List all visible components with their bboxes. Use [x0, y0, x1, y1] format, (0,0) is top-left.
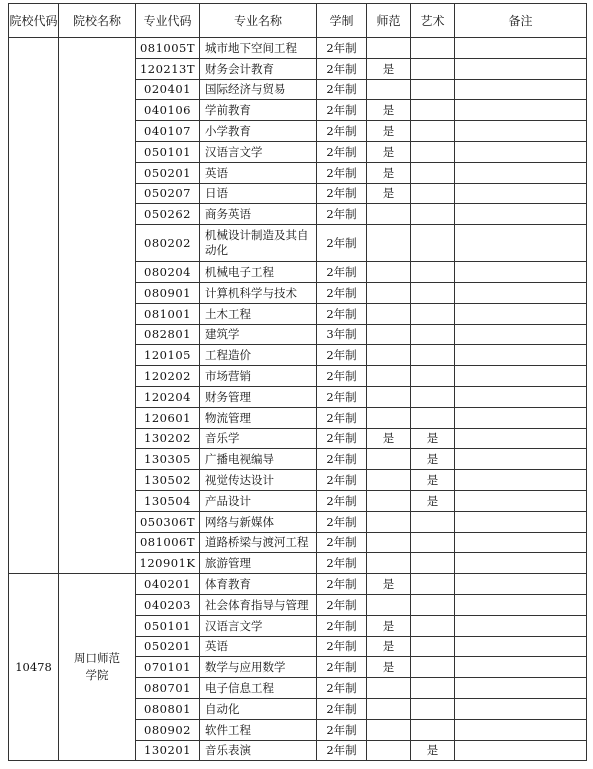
duration-cell: 2年制 — [317, 428, 367, 449]
duration-cell: 2年制 — [317, 553, 367, 574]
notes-cell — [455, 100, 587, 121]
school-code-cell — [9, 38, 59, 574]
art-flag-cell — [411, 574, 455, 595]
header-duration: 学制 — [317, 4, 367, 38]
major-name-cell: 市场营销 — [200, 366, 317, 387]
header-major-name: 专业名称 — [200, 4, 317, 38]
major-code-cell: 040203 — [136, 594, 200, 615]
art-flag-cell — [411, 162, 455, 183]
normal-flag-cell — [367, 594, 411, 615]
normal-flag-cell — [367, 407, 411, 428]
normal-flag-cell — [367, 719, 411, 740]
art-flag-cell — [411, 719, 455, 740]
normal-flag-cell — [367, 262, 411, 283]
duration-cell: 2年制 — [317, 636, 367, 657]
header-school-code: 院校代码 — [9, 4, 59, 38]
art-flag-cell — [411, 366, 455, 387]
major-name-cell: 财务管理 — [200, 386, 317, 407]
notes-cell — [455, 511, 587, 532]
normal-flag-cell — [367, 366, 411, 387]
duration-cell: 2年制 — [317, 345, 367, 366]
art-flag-cell — [411, 553, 455, 574]
major-name-cell: 数学与应用数学 — [200, 657, 317, 678]
normal-flag-cell — [367, 38, 411, 59]
art-flag-cell — [411, 58, 455, 79]
normal-flag-cell: 是 — [367, 162, 411, 183]
normal-flag-cell — [367, 303, 411, 324]
major-name-cell: 电子信息工程 — [200, 678, 317, 699]
normal-flag-cell — [367, 449, 411, 470]
duration-cell: 2年制 — [317, 615, 367, 636]
major-code-cell: 081001 — [136, 303, 200, 324]
major-code-cell: 120901K — [136, 553, 200, 574]
header-art: 艺术 — [411, 4, 455, 38]
major-name-cell: 机械设计制造及其自动化 — [200, 225, 317, 262]
duration-cell: 2年制 — [317, 719, 367, 740]
school-name-cell — [59, 38, 136, 574]
major-name-cell: 旅游管理 — [200, 553, 317, 574]
majors-table — [8, 3, 587, 761]
notes-cell — [455, 490, 587, 511]
major-name-cell: 网络与新媒体 — [200, 511, 317, 532]
major-code-cell: 130504 — [136, 490, 200, 511]
normal-flag-cell — [367, 740, 411, 761]
duration-cell: 2年制 — [317, 366, 367, 387]
school-name-text: 学院 — [85, 668, 109, 683]
header-normal: 师范 — [367, 4, 411, 38]
normal-flag-cell: 是 — [367, 574, 411, 595]
art-flag-cell — [411, 204, 455, 225]
normal-flag-cell: 是 — [367, 636, 411, 657]
art-flag-cell — [411, 678, 455, 699]
art-flag-cell — [411, 407, 455, 428]
notes-cell — [455, 225, 587, 262]
art-flag-cell — [411, 282, 455, 303]
duration-cell: 2年制 — [317, 490, 367, 511]
major-name-cell: 建筑学 — [200, 324, 317, 345]
notes-cell — [455, 38, 587, 59]
art-flag-cell — [411, 121, 455, 142]
major-name-cell: 机械电子工程 — [200, 262, 317, 283]
art-flag-cell: 是 — [411, 428, 455, 449]
notes-cell — [455, 324, 587, 345]
major-code-cell: 081006T — [136, 532, 200, 553]
duration-cell: 2年制 — [317, 511, 367, 532]
art-flag-cell — [411, 303, 455, 324]
major-code-cell: 050201 — [136, 162, 200, 183]
notes-cell — [455, 574, 587, 595]
normal-flag-cell — [367, 225, 411, 262]
major-name-cell: 工程造价 — [200, 345, 317, 366]
normal-flag-cell — [367, 204, 411, 225]
normal-flag-cell: 是 — [367, 121, 411, 142]
header-school-name: 院校名称 — [59, 4, 136, 38]
notes-cell — [455, 740, 587, 761]
normal-flag-cell: 是 — [367, 183, 411, 204]
duration-cell: 2年制 — [317, 657, 367, 678]
table-body — [9, 38, 587, 761]
major-name-cell: 道路桥梁与渡河工程 — [200, 532, 317, 553]
duration-cell: 2年制 — [317, 225, 367, 262]
art-flag-cell — [411, 183, 455, 204]
duration-cell: 2年制 — [317, 204, 367, 225]
normal-flag-cell — [367, 79, 411, 100]
art-flag-cell: 是 — [411, 470, 455, 491]
art-flag-cell: 是 — [411, 740, 455, 761]
major-name-cell: 财务会计教育 — [200, 58, 317, 79]
major-name-cell: 汉语言文学 — [200, 141, 317, 162]
major-name-cell: 汉语言文学 — [200, 615, 317, 636]
major-name-cell: 物流管理 — [200, 407, 317, 428]
major-name-cell: 英语 — [200, 162, 317, 183]
normal-flag-cell: 是 — [367, 657, 411, 678]
major-code-cell: 120213T — [136, 58, 200, 79]
duration-cell: 2年制 — [317, 262, 367, 283]
major-code-cell: 082801 — [136, 324, 200, 345]
major-code-cell: 050101 — [136, 615, 200, 636]
art-flag-cell: 是 — [411, 490, 455, 511]
major-code-cell: 120204 — [136, 386, 200, 407]
notes-cell — [455, 162, 587, 183]
school-name-cell — [59, 574, 136, 761]
notes-cell — [455, 449, 587, 470]
major-code-cell: 130502 — [136, 470, 200, 491]
normal-flag-cell — [367, 345, 411, 366]
header-notes: 备注 — [455, 4, 587, 38]
art-flag-cell — [411, 100, 455, 121]
major-code-cell: 080701 — [136, 678, 200, 699]
normal-flag-cell — [367, 490, 411, 511]
notes-cell — [455, 428, 587, 449]
major-code-cell: 040106 — [136, 100, 200, 121]
major-code-cell: 050207 — [136, 183, 200, 204]
major-code-cell: 050201 — [136, 636, 200, 657]
art-flag-cell — [411, 511, 455, 532]
duration-cell: 2年制 — [317, 594, 367, 615]
notes-cell — [455, 121, 587, 142]
major-code-cell: 080204 — [136, 262, 200, 283]
major-code-cell: 130202 — [136, 428, 200, 449]
major-name-cell: 商务英语 — [200, 204, 317, 225]
art-flag-cell — [411, 532, 455, 553]
art-flag-cell — [411, 79, 455, 100]
major-code-cell: 050306T — [136, 511, 200, 532]
notes-cell — [455, 657, 587, 678]
major-code-cell: 120601 — [136, 407, 200, 428]
art-flag-cell — [411, 38, 455, 59]
header-major-code: 专业代码 — [136, 4, 200, 38]
major-name-cell: 英语 — [200, 636, 317, 657]
duration-cell: 2年制 — [317, 162, 367, 183]
art-flag-cell: 是 — [411, 449, 455, 470]
notes-cell — [455, 594, 587, 615]
notes-cell — [455, 141, 587, 162]
major-name-cell: 音乐表演 — [200, 740, 317, 761]
normal-flag-cell — [367, 282, 411, 303]
normal-flag-cell: 是 — [367, 428, 411, 449]
duration-cell: 2年制 — [317, 282, 367, 303]
major-code-cell: 080202 — [136, 225, 200, 262]
art-flag-cell — [411, 615, 455, 636]
duration-cell: 2年制 — [317, 532, 367, 553]
normal-flag-cell — [367, 698, 411, 719]
major-code-cell: 050262 — [136, 204, 200, 225]
major-name-cell: 城市地下空间工程 — [200, 38, 317, 59]
normal-flag-cell: 是 — [367, 58, 411, 79]
major-name-cell: 广播电视编导 — [200, 449, 317, 470]
notes-cell — [455, 636, 587, 657]
art-flag-cell — [411, 262, 455, 283]
major-code-cell: 080901 — [136, 282, 200, 303]
art-flag-cell — [411, 594, 455, 615]
major-name-cell: 体育教育 — [200, 574, 317, 595]
major-name-cell: 计算机科学与技术 — [200, 282, 317, 303]
major-name-cell: 视觉传达设计 — [200, 470, 317, 491]
notes-cell — [455, 204, 587, 225]
major-name-cell: 产品设计 — [200, 490, 317, 511]
notes-cell — [455, 470, 587, 491]
major-code-cell: 070101 — [136, 657, 200, 678]
normal-flag-cell: 是 — [367, 100, 411, 121]
major-name-cell: 社会体育指导与管理 — [200, 594, 317, 615]
major-code-cell: 130305 — [136, 449, 200, 470]
table-row — [9, 574, 587, 595]
duration-cell: 2年制 — [317, 574, 367, 595]
notes-cell — [455, 386, 587, 407]
normal-flag-cell — [367, 470, 411, 491]
notes-cell — [455, 345, 587, 366]
school-name-text: 周口师范 — [74, 651, 120, 666]
notes-cell — [455, 698, 587, 719]
major-code-cell: 120105 — [136, 345, 200, 366]
major-name-cell: 自动化 — [200, 698, 317, 719]
major-code-cell: 050101 — [136, 141, 200, 162]
art-flag-cell — [411, 324, 455, 345]
duration-cell: 2年制 — [317, 740, 367, 761]
duration-cell: 2年制 — [317, 449, 367, 470]
table-row — [9, 38, 587, 59]
art-flag-cell — [411, 698, 455, 719]
major-code-cell: 130201 — [136, 740, 200, 761]
duration-cell: 3年制 — [317, 324, 367, 345]
duration-cell: 2年制 — [317, 58, 367, 79]
normal-flag-cell: 是 — [367, 141, 411, 162]
art-flag-cell — [411, 225, 455, 262]
duration-cell: 2年制 — [317, 141, 367, 162]
duration-cell: 2年制 — [317, 470, 367, 491]
duration-cell: 2年制 — [317, 121, 367, 142]
major-name-cell: 土木工程 — [200, 303, 317, 324]
major-code-cell: 020401 — [136, 79, 200, 100]
normal-flag-cell — [367, 678, 411, 699]
duration-cell: 2年制 — [317, 678, 367, 699]
duration-cell: 2年制 — [317, 386, 367, 407]
duration-cell: 2年制 — [317, 100, 367, 121]
major-code-cell: 080801 — [136, 698, 200, 719]
duration-cell: 2年制 — [317, 303, 367, 324]
normal-flag-cell — [367, 324, 411, 345]
major-name-cell: 国际经济与贸易 — [200, 79, 317, 100]
notes-cell — [455, 183, 587, 204]
normal-flag-cell — [367, 553, 411, 574]
normal-flag-cell — [367, 386, 411, 407]
major-name-cell: 软件工程 — [200, 719, 317, 740]
notes-cell — [455, 282, 587, 303]
major-code-cell: 081005T — [136, 38, 200, 59]
art-flag-cell — [411, 345, 455, 366]
notes-cell — [455, 303, 587, 324]
notes-cell — [455, 553, 587, 574]
major-code-cell: 040107 — [136, 121, 200, 142]
major-code-cell: 040201 — [136, 574, 200, 595]
notes-cell — [455, 79, 587, 100]
notes-cell — [455, 719, 587, 740]
art-flag-cell — [411, 657, 455, 678]
major-name-cell: 音乐学 — [200, 428, 317, 449]
notes-cell — [455, 366, 587, 387]
duration-cell: 2年制 — [317, 79, 367, 100]
notes-cell — [455, 678, 587, 699]
art-flag-cell — [411, 141, 455, 162]
notes-cell — [455, 407, 587, 428]
art-flag-cell — [411, 636, 455, 657]
notes-cell — [455, 532, 587, 553]
major-name-cell: 学前教育 — [200, 100, 317, 121]
art-flag-cell — [411, 386, 455, 407]
major-name-cell: 日语 — [200, 183, 317, 204]
major-name-cell: 小学教育 — [200, 121, 317, 142]
notes-cell — [455, 58, 587, 79]
normal-flag-cell: 是 — [367, 615, 411, 636]
major-code-cell: 080902 — [136, 719, 200, 740]
normal-flag-cell — [367, 532, 411, 553]
table-header — [9, 4, 587, 38]
major-code-cell: 120202 — [136, 366, 200, 387]
duration-cell: 2年制 — [317, 407, 367, 428]
notes-cell — [455, 262, 587, 283]
notes-cell — [455, 615, 587, 636]
normal-flag-cell — [367, 511, 411, 532]
duration-cell: 2年制 — [317, 698, 367, 719]
duration-cell: 2年制 — [317, 38, 367, 59]
school-code-cell: 10478 — [9, 574, 59, 761]
duration-cell: 2年制 — [317, 183, 367, 204]
